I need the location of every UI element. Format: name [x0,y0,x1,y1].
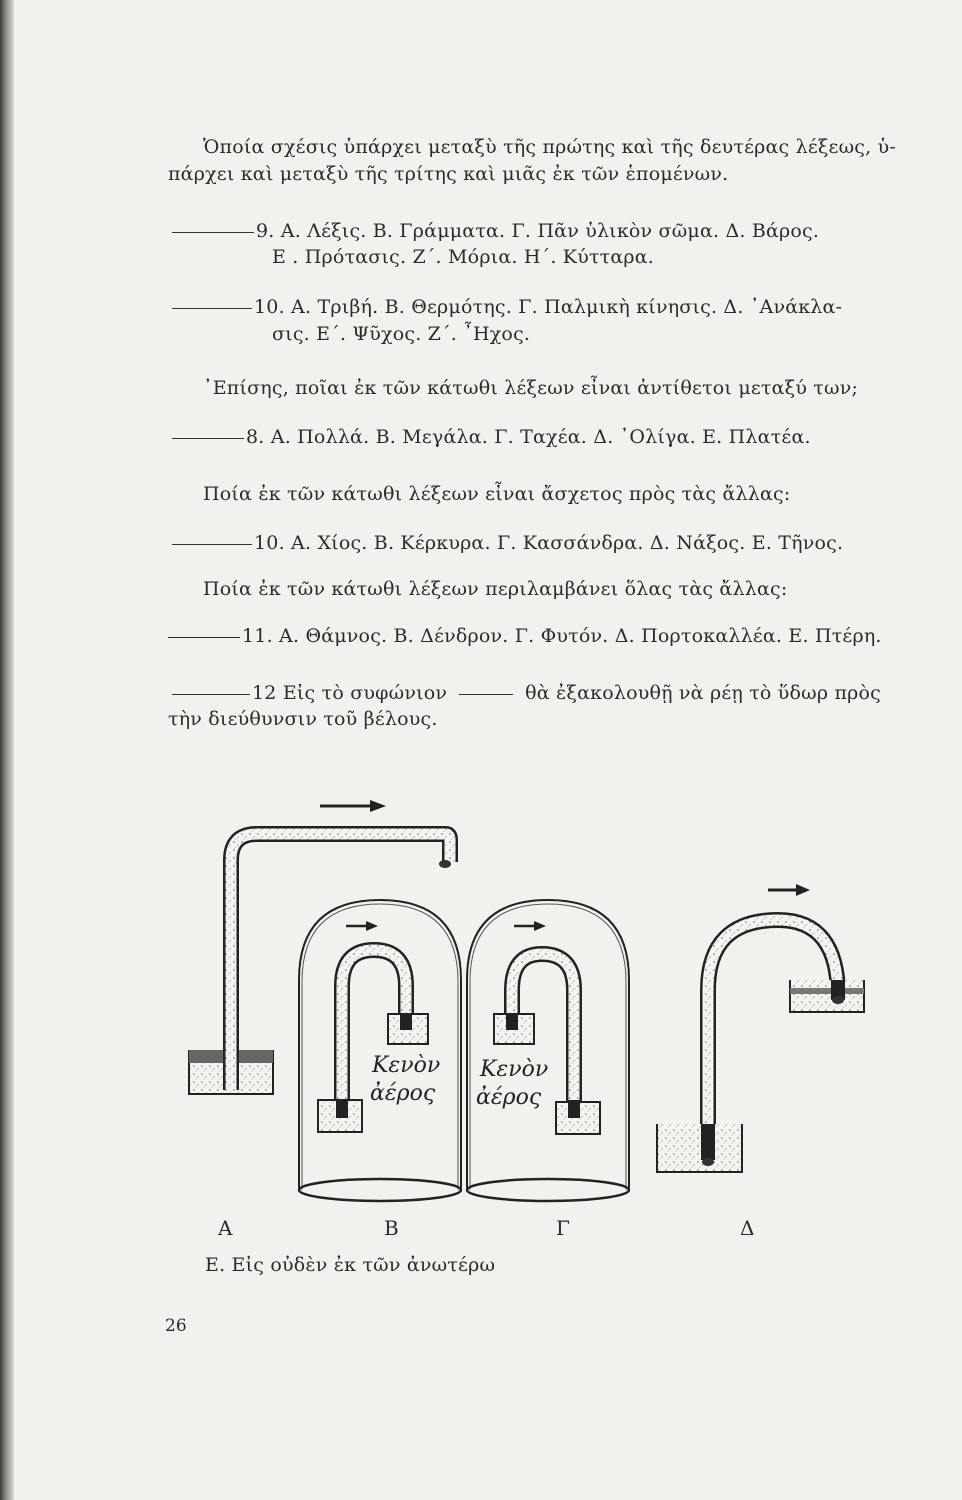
question-10a-line-2: σις. Ε΄. Ψῦχος. Ζ΄. ῏Ηχος. [272,323,531,345]
option-e: Ε. Εἰς οὐδὲν ἐκ τῶν ἀνωτέρω [205,1254,496,1276]
figure-label-d: Δ [740,1216,755,1240]
question-12-part-1: 12 Εἰς τὸ συφώνιον [252,682,448,704]
intro-line-1: Ὁποία σχέσις ὑπάρχει μεταξὺ τῆς πρώτης καὶ τῆς δευτέρας λέξεως, ὑ- [203,136,896,158]
flow-arrow-a [320,800,386,812]
includes-prompt: Ποία ἐκ τῶν κάτωθι λέξεων περιλαμβάνει ὅλας τὰς ἄλλας: [203,578,788,600]
figure-label-g: Γ [556,1216,570,1240]
opposites-prompt: ᾿Επίσης, ποῖαι ἐκ τῶν κάτωθι λέξεων εἶναι ἀντίθετοι μεταξύ των; [203,377,859,399]
siphon-d [657,920,864,1172]
page-number: 26 [165,1316,187,1336]
vacuum-label-g-line-1: Κενὸν [480,1057,549,1082]
figure-label-b: Β [384,1216,399,1240]
question-11-text: 11. Α. Θάμνος. Β. Δένδρον. Γ. Φυτόν. Δ. Πορτοκαλλέα. Ε. Πτέρη. [242,625,882,647]
intro-line-2: πάρχει καὶ μεταξὺ τῆς τρίτης καὶ μιᾶς ἐκ τῶν ἑπομένων. [168,163,729,185]
bell-jar-b [299,900,461,1201]
flow-arrow-d [768,884,810,896]
bell-jar-g [467,900,629,1201]
question-10a-text: 10. Α. Τριβή. Β. Θερμότης. Γ. Παλμικὴ κίνησις. Δ. ᾿Ανάκλα- [254,296,843,318]
vacuum-label-b-line-2: ἀέρος [370,1081,436,1106]
vacuum-label-b-line-1: Κενὸν [372,1053,441,1078]
vacuum-label-g-line-2: ἀέρος [476,1085,542,1110]
question-12-part-2: θὰ ἐξακολουθῇ νὰ ρέῃ τὸ ὕδωρ πρὸς [525,682,882,704]
question-9-line-2: Ε . Πρότασις. Ζ΄. Μόρια. Η΄. Κύτταρα. [272,246,655,268]
question-9-text: 9. Α. Λέξις. Β. Γράμματα. Γ. Πᾶν ὑλικὸν σῶμα. Δ. Βάρος. [256,220,820,242]
question-10b-text: 10. Α. Χίος. Β. Κέρκυρα. Γ. Κασσάνδρα. Δ. Νάξος. Ε. Τῆνος. [254,532,844,554]
unrelated-prompt: Ποία ἐκ τῶν κάτωθι λέξεων εἶναι ἄσχετος πρὸς τὰς ἄλλας: [203,483,791,505]
question-8-text: 8. Α. Πολλά. Β. Μεγάλα. Γ. Ταχέα. Δ. ᾿Ολίγα. Ε. Πλατέα. [246,426,811,448]
question-12-line-2: τὴν διεύθυνσιν τοῦ βέλους. [168,708,438,730]
figure-label-a: Α [218,1216,233,1240]
